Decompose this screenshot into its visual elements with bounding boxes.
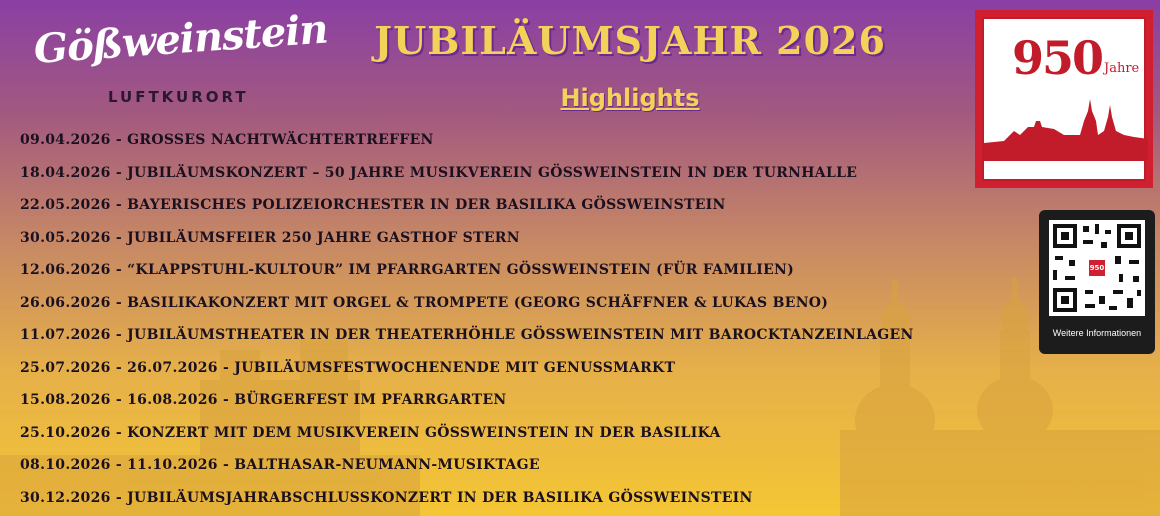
event-text: 12.06.2026 - “KLAPPSTUHL-KULTOUR” IM PFARRGARTEN GÖSSWEINSTEIN (FÜR FAMILIEN) (20, 262, 795, 278)
logo-script-text: Gößweinstein (32, 5, 330, 73)
badge-jahre: Jahre (1104, 61, 1140, 76)
anniversary-badge (975, 10, 1153, 188)
list-item (20, 289, 914, 322)
event-text: 25.10.2026 - KONZERT MIT DEM MUSIKVEREIN GÖSSWEINSTEIN IN DER BASILIKA (20, 424, 721, 441)
logo-subtitle: LUFTKURORT (108, 88, 249, 106)
qr-code-card[interactable] (1039, 210, 1155, 354)
list-item (20, 191, 914, 224)
list-item (20, 386, 914, 419)
event-text: 26.06.2026 - BASILIKAKONZERT MIT ORGEL & TROMPETE (GEORG SCHÄFFNER & LUKAS BENO) (20, 294, 829, 311)
badge-skyline-icon (984, 91, 1148, 161)
event-text: 22.05.2026 - BAYERISCHES POLIZEIORCHESTER IN DER BASILIKA GÖSSWEINSTEIN (20, 197, 726, 213)
qr-center-logo: 950 (1087, 258, 1107, 278)
list-item (20, 321, 914, 354)
gossweinstein-logo (32, 5, 330, 112)
event-text: 09.04.2026 - GROSSES NACHTWÄCHTERTREFFEN (20, 132, 434, 148)
badge-number: 950 (1012, 31, 1103, 85)
list-item (20, 256, 914, 289)
list-item (20, 224, 914, 257)
list-item (20, 484, 914, 516)
list-item (20, 451, 914, 484)
event-text: 11.07.2026 - JUBILÄUMSTHEATER IN DER THEATERHÖHLE GÖSSWEINSTEIN MIT BAROCKTANZEINLAGEN (20, 327, 914, 343)
event-text: 15.08.2026 - 16.08.2026 - BÜRGERFEST IM PFARRGARTEN (20, 392, 507, 408)
list-item (20, 354, 914, 387)
qr-code-icon (1049, 220, 1145, 316)
list-item (20, 126, 914, 159)
event-text: 30.12.2026 - JUBILÄUMSJAHRABSCHLUSSKONZERT IN DER BASILIKA GÖSSWEINSTEIN (20, 489, 753, 506)
badge-card (982, 17, 1146, 181)
event-text: 08.10.2026 - 11.10.2026 - BALTHASAR-NEUMANN-MUSIKTAGE (20, 457, 540, 473)
event-text: 25.07.2026 - 26.07.2026 - JUBILÄUMSFESTWOCHENENDE MIT GENUSSMARKT (20, 359, 676, 376)
page-subtitle: Highlights (560, 84, 700, 112)
event-text: 30.05.2026 - JUBILÄUMSFEIER 250 JAHRE GASTHOF STERN (20, 229, 520, 246)
event-list (20, 126, 914, 516)
list-item (20, 159, 914, 192)
list-item (20, 419, 914, 452)
page-title: JUBILÄUMSJAHR 2026 (374, 18, 886, 63)
event-text: 18.04.2026 - JUBILÄUMSKONZERT – 50 JAHRE MUSIKVEREIN GÖSSWEINSTEIN IN DER TURNHALLE (20, 164, 858, 181)
badge-town-label: Gößweinstein (1000, 159, 1132, 179)
qr-caption: Weitere Informationen (1052, 328, 1142, 338)
